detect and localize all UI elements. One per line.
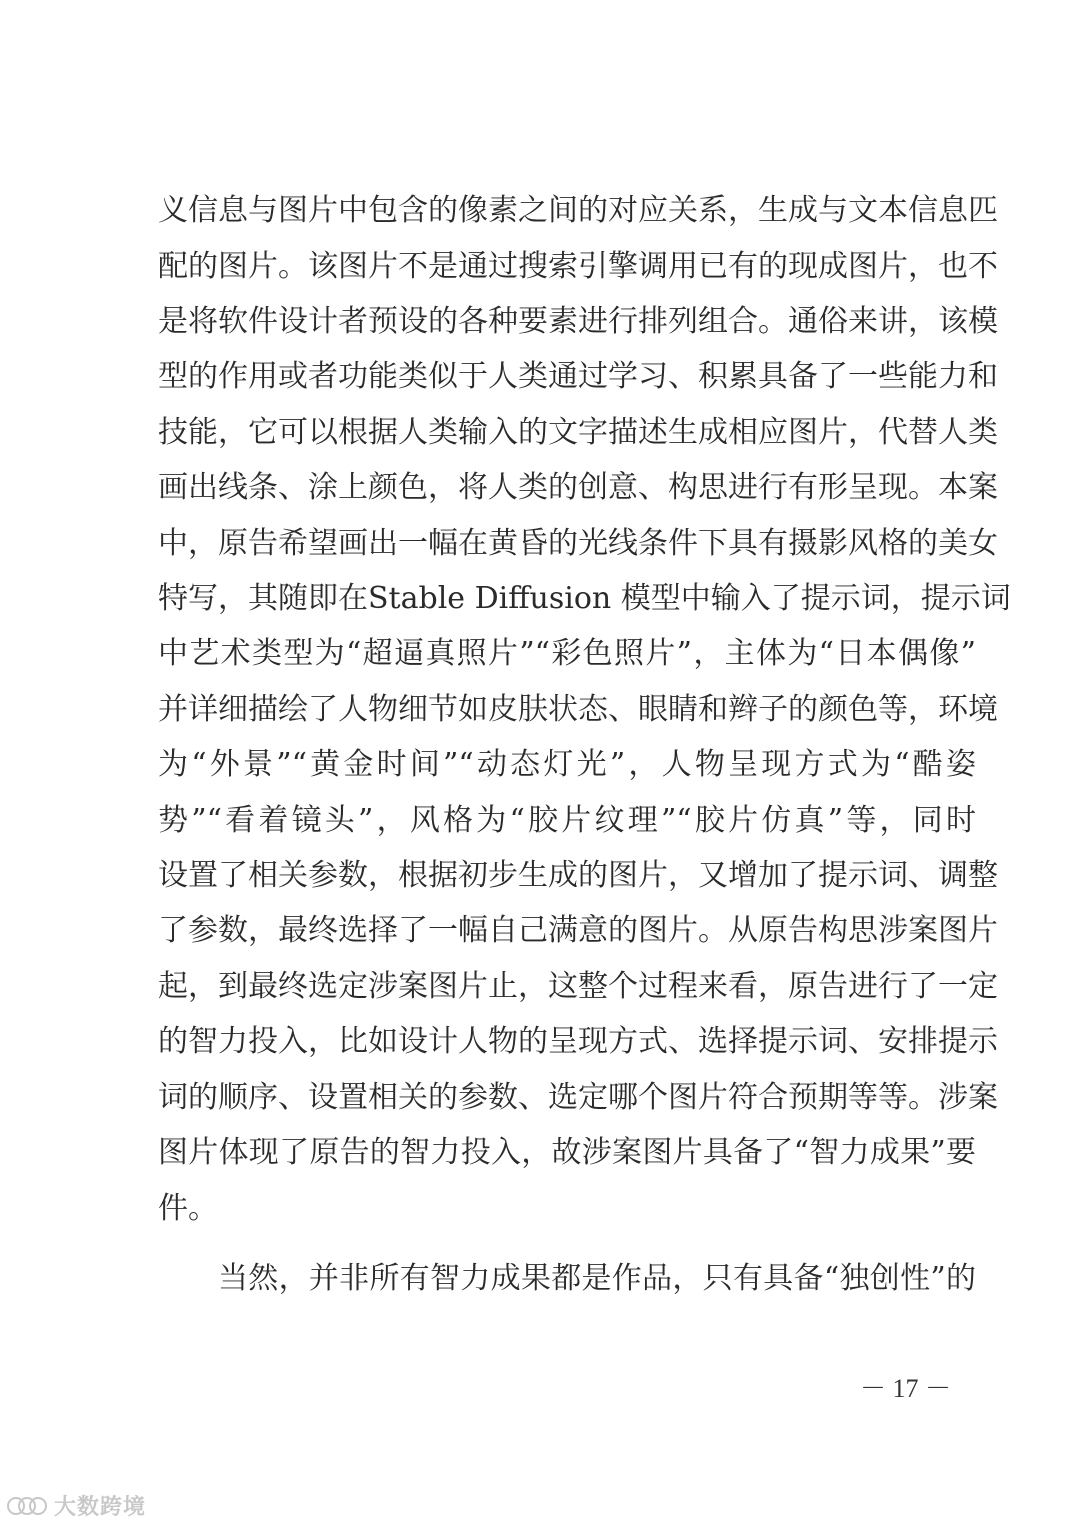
text-line: 当然，并非所有智力成果都是作品，只有具备“独创性”的 [218,1261,976,1296]
text-line: 画出线条、涂上颜色，将人类的创意、构思进行有形呈现。本案 [158,470,998,505]
text-line: 了参数，最终选择了一幅自己满意的图片。从原告构思涉案图片 [158,913,998,948]
watermark-text: 大数跨境 [54,1495,147,1520]
text-line: 并详细描绘了人物细节如皮肤状态、眼睛和辫子的颜色等，环境 [158,692,998,727]
text-line: 起，到最终选定涉案图片止，这整个过程来看，原告进行了一定 [158,969,998,1004]
text-line: 是将软件设计者预设的各种要素进行排列组合。通俗来讲，该模 [158,304,998,339]
text-line: 设置了相关参数，根据初步生成的图片，又增加了提示词、调整 [158,858,998,893]
watermark-logo-icon [6,1494,48,1518]
text-line: 技能，它可以根据人类输入的文字描述生成相应图片，代替人类 [158,415,998,450]
text-line: 图片体现了原告的智力投入，故涉案图片具备了“智力成果”要 [158,1135,976,1170]
text-line: 的智力投入，比如设计人物的呈现方式、选择提示词、安排提示 [158,1024,998,1059]
page-number: － 17 － [860,1374,952,1403]
text-line: 势”“看着镜头”，风格为“胶片纹理”“胶片仿真”等，同时 [158,803,976,838]
watermark [6,1490,146,1521]
text-line: 义信息与图片中包含的像素之间的对应关系，生成与文本信息匹 [158,193,998,228]
text-line: 为“外景”“黄金时间”“动态灯光”，人物呈现方式为“酷姿 [158,747,976,782]
text-line: 中艺术类型为“超逼真照片”“彩色照片”，主体为“日本偶像” [158,636,976,671]
text-line: 件。 [158,1191,218,1226]
text-line: 配的图片。该图片不是通过搜索引擎调用已有的现成图片，也不 [158,249,998,284]
text-line: 中，原告希望画出一幅在黄昏的光线条件下具有摄影风格的美女 [158,526,998,561]
text-line: 词的顺序、设置相关的参数、选定哪个图片符合预期等等。涉案 [158,1080,998,1115]
text-line: 特写，其随即在Stable Diffusion 模型中输入了提示词，提示词 [158,581,1011,616]
text-line: 型的作用或者功能类似于人类通过学习、积累具备了一些能力和 [158,359,998,394]
